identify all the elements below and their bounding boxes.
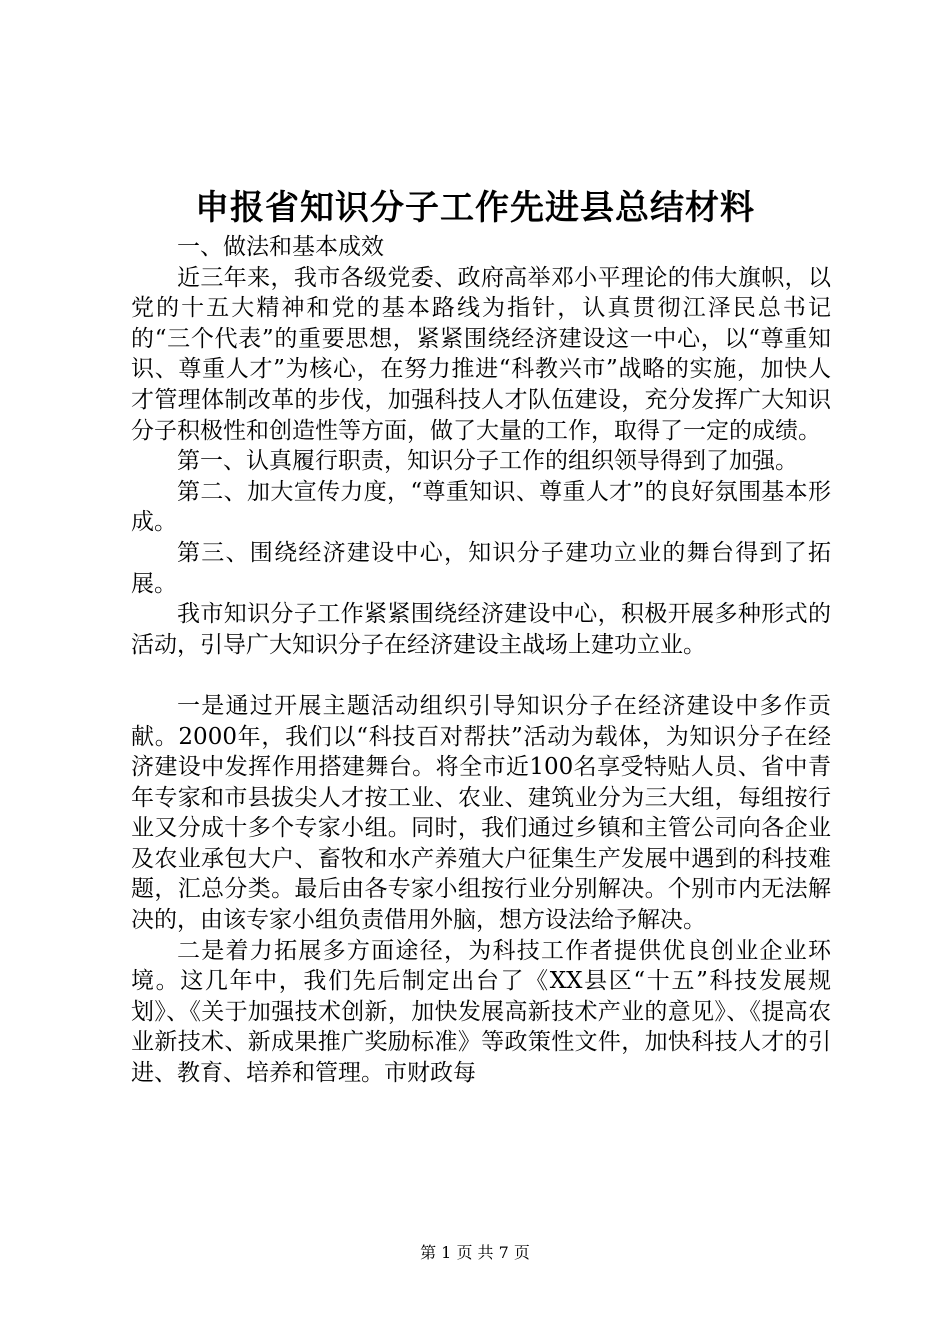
section-heading: 一、做法和基本成效 bbox=[177, 234, 384, 260]
paragraph: 第三、围绕经济建设中心，知识分子建功立业的舞台得到了拓展。 bbox=[131, 539, 831, 597]
paragraph: 一是通过开展主题活动组织引导知识分子在经济建设中多作贡献。2000年，我们以“科技百对帮扶”活动为载体，为知识分子在经济建设中发挥作用搭建舞台。将全市近100名享受特贴人员、省中青年专家和市县拔尖人才按工业、农业、建筑业分为三大组，每组按行业又分成十多个专家小组。同时，我们通过乡镇和主管公司向各企业及农业承包大户、畜牧和水产养殖大户征集生产发展中遇到的科技难题，汇总分类。最后由各专家小组按行业分别解决。个别市内无法解决的，由该专家小组负责借用外脑，想方设法给予解决。 bbox=[131, 692, 831, 934]
document-body bbox=[131, 232, 831, 1089]
paragraph: 近三年来，我市各级党委、政府高举邓小平理论的伟大旗帜，以党的十五大精神和党的基本路线为指针，认真贯彻江泽民总书记的“三个代表”的重要思想，紧紧围绕经济建设这一中心，以“尊重知识、尊重人才”为核心，在努力推进“科教兴市”战略的实施，加快人才管理体制改革的步伐，加强科技人才队伍建设，充分发挥广大知识分子积极性和创造性等方面，做了大量的工作，取得了一定的成绩。 bbox=[131, 264, 831, 444]
document-title: 申报省知识分子工作先进县总结材料 bbox=[195, 188, 755, 228]
paragraph: 二是着力拓展多方面途径，为科技工作者提供优良创业企业环境。这几年中，我们先后制定出台了《XX县区“十五”科技发展规划》、《关于加强技术创新，加快发展高新技术产业的意见》、《提高农业新技术、新成果推广奖励标准》等政策性文件，加快科技人才的引进、教育、培养和管理。市财政每 bbox=[131, 937, 831, 1087]
paragraph: 第一、认真履行职责，知识分子工作的组织领导得到了加强。 bbox=[177, 448, 798, 475]
paragraph: 我市知识分子工作紧紧围绕经济建设中心，积极开展多种形式的活动，引导广大知识分子在经济建设主战场上建功立业。 bbox=[131, 601, 831, 658]
page-footer: 第 1 页 共 7 页 bbox=[420, 1243, 530, 1262]
paragraph: 第二、加大宣传力度，“尊重知识、尊重人才”的良好氛围基本形成。 bbox=[131, 478, 831, 536]
